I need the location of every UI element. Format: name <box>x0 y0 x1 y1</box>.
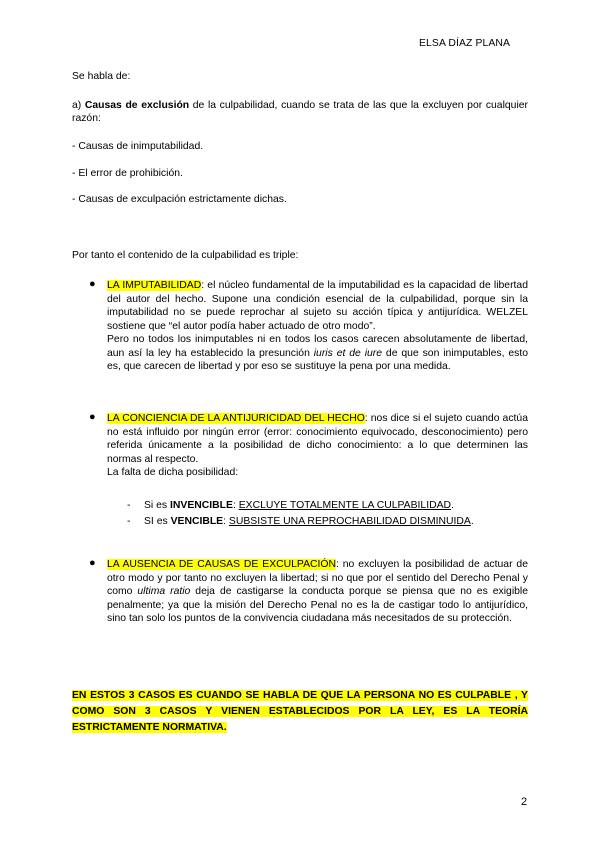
subitem-end: . <box>451 500 454 511</box>
bullet-exculpacion <box>107 558 528 626</box>
bullet-text: : el núcleo fundamental de la imputabilidad es la capacidad de libertad del autor del hecho. Supone una condición esencial de la culpabilidad, porque sin la imputabilidad no se puede reprochar al sujeto su acción típica y antijurídica. WELZEL sostiene que “el autor podía haber actuado de otro modo”. <box>107 280 528 332</box>
subitem-sep: : <box>223 516 229 527</box>
bullet-italic: ultima ratio <box>137 586 191 597</box>
cause-item: - El error de prohibición. <box>72 168 183 179</box>
bullet-text: Pero no todos los inimputables ni en todos los casos carecen absolutamente de libertad, aun así la ley ha establecido la presunción <box>107 334 528 359</box>
subitem-dash: - <box>127 516 131 527</box>
subitem-bold: VENCIBLE <box>170 516 224 527</box>
bullet-conciencia <box>107 412 528 480</box>
subitem-dash: - <box>127 500 131 511</box>
subitem-prefix: SI es <box>144 516 171 527</box>
bullet-icon: ● <box>89 278 96 290</box>
subitem-bold: INVENCIBLE <box>170 500 233 511</box>
bullet-highlight: LA CONCIENCIA DE LA ANTIJURICIDAD DEL HECHO <box>107 413 365 424</box>
bullet-text: : nos dice si el sujeto cuando actúa no está influido por ningún error (error: conocimiento equivocado, desconocimiento) pero referida únicamente a la posibilidad de dicho conocimiento: a lo que determinen las normas al respecto. <box>107 413 528 465</box>
page-number: 2 <box>521 796 528 808</box>
subitem-end: . <box>470 516 474 527</box>
cause-item: - Causas de inimputabilidad. <box>72 141 204 152</box>
subitem-prefix: Si es <box>144 500 170 511</box>
triple-intro-text: Por tanto el contenido de la culpabilidad es triple: <box>72 250 299 261</box>
bullet-highlight: LA AUSENCIA DE CAUSAS DE EXCULPACIÓN <box>107 559 336 570</box>
section-a-rest: de la culpabilidad, cuando se trata de las que la excluyen por cualquier razón: <box>72 100 528 125</box>
bullet-text: deja de castigarse la conducta porque se piensa que no es exigible penalmente; ya que la misión del Derecho Penal no es la de castigar todo lo antijurídico, sino tan solo los puntos de la convivencia ciudadana más necesitados de su protección. <box>107 586 529 624</box>
bullet-icon: ● <box>89 411 96 423</box>
section-a-bold: Causas de exclusión <box>84 100 190 111</box>
conclusion-paragraph <box>72 688 528 736</box>
page-header-author: ELSA DÍAZ PLANA <box>419 38 511 49</box>
bullet-imputabilidad <box>107 279 528 374</box>
bullet-icon: ● <box>89 557 96 569</box>
section-a-prefix: a) <box>72 100 85 111</box>
subitem-underline: SUBSISTE UNA REPROCHABILIDAD DISMINUIDA <box>228 516 471 527</box>
bullet-highlight: LA IMPUTABILIDAD <box>107 280 202 291</box>
bullet-text: de que son inimputables, esto es, que carecen de libertad y por eso se sustituye la pena por una medida. <box>107 347 528 372</box>
bullet-italic: iuris et de iure <box>313 347 383 359</box>
bullet-text: : no excluyen la posibilidad de actuar de otro modo y por tanto no excluyen la libertad; si no que por el sentido del Derecho Penal y como <box>107 559 528 597</box>
section-a-paragraph <box>72 99 528 126</box>
cause-item: - Causas de exculpación estrictamente dichas. <box>72 194 287 205</box>
intro-text: Se habla de: <box>72 71 131 82</box>
subitem-sep: : <box>232 500 239 511</box>
conclusion-text: EN ESTOS 3 CASOS ES CUANDO SE HABLA DE QUE LA PERSONA NO ES CULPABLE , Y COMO SON 3 CASOS Y VIENEN ESTABLECIDOS POR LA LEY, ES LA TEORÍA ESTRICTAMENTE NORMATIVA. <box>72 690 528 733</box>
bullet-text: La falta de dicha posibilidad: <box>107 467 239 478</box>
subitem-underline: EXCLUYE TOTALMENTE LA CULPABILIDAD <box>238 500 452 511</box>
